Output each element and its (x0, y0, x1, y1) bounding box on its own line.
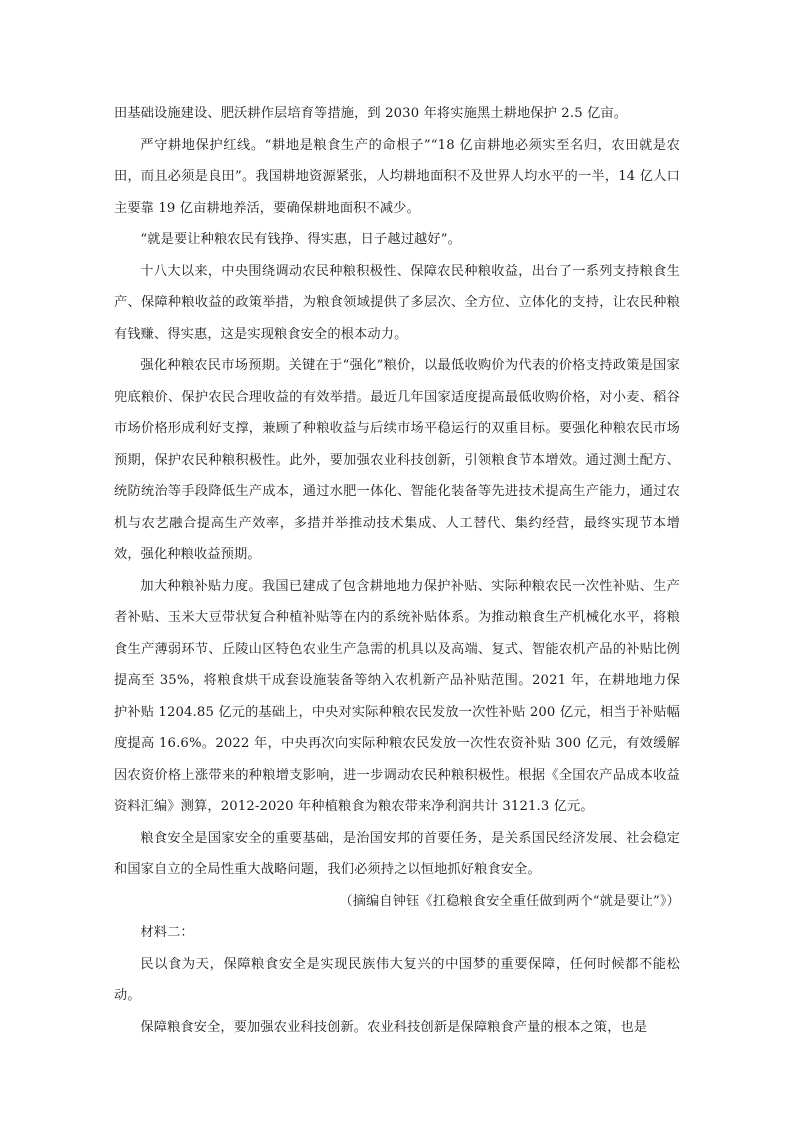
article-body (114, 98, 680, 1043)
material-two-heading: 材料二： (140, 925, 194, 940)
paragraph-food-is-heaven: 民以食为天，保障粮食安全是实现民族伟大复兴的中国梦的重要保障，任何时候都不能松动。 (114, 956, 680, 1003)
source-citation: （摘编自钟钰《扛稳粮食安全重任做到两个“就是要让”》） (339, 893, 680, 909)
paragraph-continued: 田基础设施建设、肥沃耕作层培育等措施，到 2030 年将实施黑土耕地保护 2.5 亿亩。 (114, 106, 628, 121)
paragraph-quote-farmers: “就是要让种粮农民有钱挣、得实惠，日子越过越好”。 (140, 232, 461, 247)
paragraph-farmland-redline: 严守耕地保护红线。“耕地是粮食生产的命根子”“18 亿亩耕地必须实至名归，农田就是农田，而且必须是良田”。我国耕地资源紧张，人均耕地面积不及世界人均水平的一半，14 亿人口主要靠 19 亿亩耕地养活，要确保耕地面积不减少。 (114, 137, 680, 216)
paragraph-conclusion: 粮食安全是国家安全的重要基础，是治国安邦的首要任务，是关系国民经济发展、社会稳定和国家自立的全局性重大战略问题，我们必须持之以恒地抓好粮食安全。 (114, 830, 680, 877)
paragraph-subsidies: 加大种粮补贴力度。我国已建成了包含耕地地力保护补贴、实际种粮农民一次性补贴、生产者补贴、玉米大豆带状复合种植补贴等在内的系统补贴体系。为推动粮食生产机械化水平，将粮食生产薄弱环节、丘陵山区特色农业生产急需的机具以及高端、复式、智能农机产品的补贴比例提高至 35%，将粮食烘干成套设施装备等纳入农机新产品补贴范围。2021 年，在耕地地力保护补贴 1204.85 亿元的基础上，中央对实际种粮农民发放一次性补贴 200 亿元，相当于补贴幅度提高 16.6%。2022 年，中央再次向实际种粮农民发放一次性农资补贴 300 亿元，有效缓解因农资价格上涨带来的种粮增支影响，进一步调动农民种粮积极性。根据《全国农产品成本收益资料汇编》测算，2012-2020 年种植粮食为粮农带来净利润共计 3121.3 亿元。 (114, 578, 680, 814)
paragraph-tech-innovation: 保障粮食安全，要加强农业科技创新。农业科技创新是保障粮食产量的根本之策，也是 (140, 1019, 648, 1035)
paragraph-market-expectation: 强化种粮农民市场预期。关键在于“强化”粮价，以最低收购价为代表的价格支持政策是国家兜底粮价、保护农民合理收益的有效举措。最近几年国家适度提高最低收购价格，对小麦、稻谷市场价格形成利好支撑，兼顾了种粮收益与后续市场平稳运行的双重目标。要强化种粮农民市场预期，保护农民种粮积极性。此外，要加强农业科技创新，引领粮食节本增效。通过测土配方、统防统治等手段降低生产成本，通过水肥一体化、智能化装备等先进技术提高生产能力，通过农机与农艺融合提高生产效率，多措并举推动技术集成、人工替代、集约经营，最终实现节本增效，强化种粮收益预期。 (114, 358, 680, 562)
paragraph-since-18th-congress: 十八大以来，中央围绕调动农民种粮积极性、保障农民种粮收益，出台了一系列支持粮食生产、保障种粮收益的政策举措，为粮食领域提供了多层次、全方位、立体化的支持，让农民种粮有钱赚、得实惠，这是实现粮食安全的根本动力。 (114, 263, 680, 342)
